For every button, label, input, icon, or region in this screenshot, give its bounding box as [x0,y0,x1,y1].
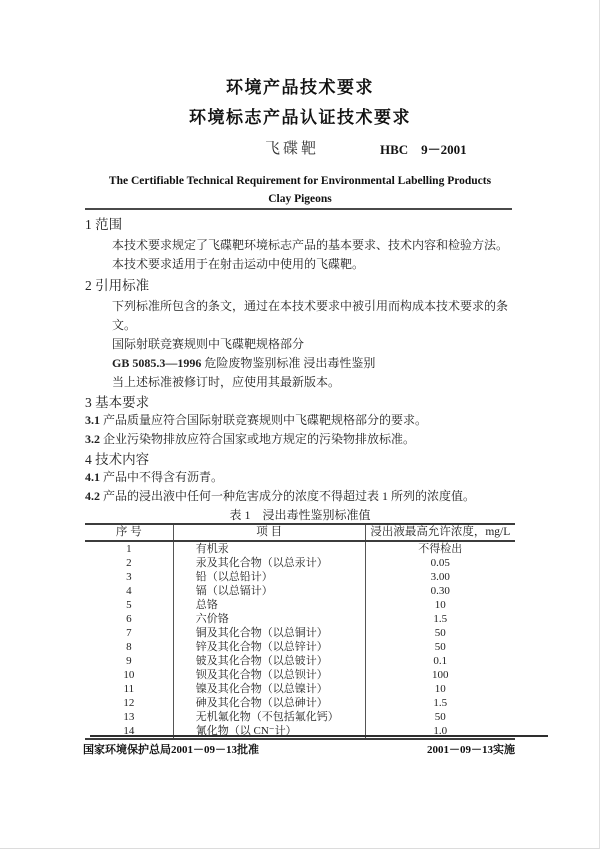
clause-3-1 [85,411,515,430]
cell-limit: 10 [434,599,446,611]
table-row [85,626,515,640]
col-header-limit: 浸出液最高允许浓度，mg/L [365,524,515,541]
header-divider [85,208,512,210]
table-row [85,668,515,682]
cell-limit: 0.30 [430,585,450,597]
clause-3-2 [85,430,515,449]
cell-item: 砷及其化合物（以总砷计） [173,696,365,710]
col-header-item: 项 目 [173,524,365,541]
cell-item: 锌及其化合物（以总锌计） [173,640,365,654]
clause-text: 产品的浸出液中任何一种危害成分的浓度不得超过表 1 所列的浓度值。 [100,489,476,503]
section-1-paragraph: 本技术要求规定了飞碟靶环境标志产品的基本要求、技术内容和检验方法。 [112,238,509,252]
document-content [85,0,515,740]
section-2-reference [112,354,515,373]
table-row [85,654,515,668]
cell-item: 铍及其化合物（以总铍计） [173,654,365,668]
table-row [85,612,515,626]
title-en-line2: Clay Pigeons [268,193,332,205]
clause-number: 3.2 [85,432,100,446]
table-row [85,556,515,570]
cell-index: 3 [126,571,132,583]
clause-number: 4.2 [85,489,100,503]
cell-item: 六价铬 [173,612,365,626]
clause-number: 4.1 [85,470,100,484]
title-cn-line1: 环境产品技术要求 [226,78,374,97]
cell-item: 无机氟化物（不包括氟化钙） [173,710,365,724]
clause-text: 产品质量应符合国际射联竞赛规则中飞碟靶规格部分的要求。 [100,413,428,427]
gb-standard-title: 危险废物鉴别标准 浸出毒性鉴别 [201,356,376,370]
clause-4-2 [85,487,515,506]
cell-limit: 50 [434,711,446,723]
section-2-paragraph: 当上述标准被修订时，应使用其最新版本。 [112,375,341,389]
standard-code: HBC 9－2001 [380,142,467,157]
clause-4-1 [85,468,515,487]
cell-limit: 0.1 [433,655,448,667]
cell-index: 12 [123,697,135,709]
cell-limit: 1.5 [433,697,448,709]
cell-item: 镉（以总镉计） [173,584,365,598]
cell-limit: 10 [434,683,446,695]
table-row [85,570,515,584]
cell-item: 镍及其化合物（以总镍计） [173,682,365,696]
cell-index: 9 [126,655,132,667]
table-header-row [85,524,515,541]
clause-text: 产品中不得含有沥青。 [100,470,224,484]
cell-index: 2 [126,557,132,569]
table-row [85,598,515,612]
col-header-index: 序 号 [85,524,173,541]
footer-divider [90,735,548,737]
cell-index: 13 [123,711,135,723]
table-row [85,584,515,598]
cell-item: 铜及其化合物（以总铜计） [173,626,365,640]
cell-index: 8 [126,641,132,653]
cell-limit: 100 [432,669,449,681]
section-1-paragraph: 本技术要求适用于在射击运动中使用的飞碟靶。 [112,257,365,271]
cell-limit: 50 [434,627,446,639]
cell-index: 5 [126,599,132,611]
section-2-heading: 2 引用标准 [85,278,150,293]
cell-index: 14 [123,725,135,737]
cell-index: 1 [126,543,132,555]
table-row [85,541,515,556]
table-row [85,710,515,724]
footer [83,741,515,757]
cell-index: 10 [123,669,135,681]
cell-item: 钡及其化合物（以总钡计） [173,668,365,682]
table-row [85,640,515,654]
section-1-heading: 1 范围 [85,217,123,232]
clause-text: 企业污染物排放应符合国家或地方规定的污染物排放标准。 [100,432,416,446]
cell-index: 7 [126,627,132,639]
toxicity-standard-table [85,523,515,740]
clause-number: 3.1 [85,413,100,427]
section-4-heading: 4 技术内容 [85,452,150,467]
cell-item: 有机汞 [173,541,365,556]
section-2-paragraph: 下列标准所包含的条文，通过在本技术要求中被引用而构成本技术要求的条文。 [112,299,509,332]
section-3-heading: 3 基本要求 [85,395,150,410]
cell-limit: 1.0 [433,725,448,737]
footer-approval: 国家环境保护总局2001－09－13批准 [83,744,259,756]
section-2-reference: 国际射联竞赛规则中飞碟靶规格部分 [112,337,305,351]
cell-limit: 3.00 [430,571,450,583]
cell-limit: 0.05 [430,557,450,569]
cell-index: 4 [126,585,132,597]
product-name: 飞碟靶 [265,141,320,157]
cell-limit: 不得检出 [418,543,463,555]
title-cn-line2: 环境标志产品认证技术要求 [189,108,411,127]
title-en-line1: The Certifiable Technical Requirement for Environmental Labelling Products [108,175,492,187]
gb-standard-code: GB 5085.3—1996 [112,356,202,370]
cell-limit: 1.5 [433,613,448,625]
cell-index: 6 [126,613,132,625]
footer-implementation: 2001－09－13实施 [427,744,515,756]
cell-index: 11 [123,683,135,695]
table-1-caption: 表 1 浸出毒性鉴别标准值 [229,508,371,522]
product-standard-line [85,137,515,155]
cell-item: 汞及其化合物（以总汞计） [173,556,365,570]
table-row [85,696,515,710]
cell-item: 总铬 [173,598,365,612]
cell-limit: 50 [434,641,446,653]
cell-item: 氰化物（以 CN⁻计） [173,724,365,739]
table-row [85,682,515,696]
cell-item: 铅（以总铅计） [173,570,365,584]
